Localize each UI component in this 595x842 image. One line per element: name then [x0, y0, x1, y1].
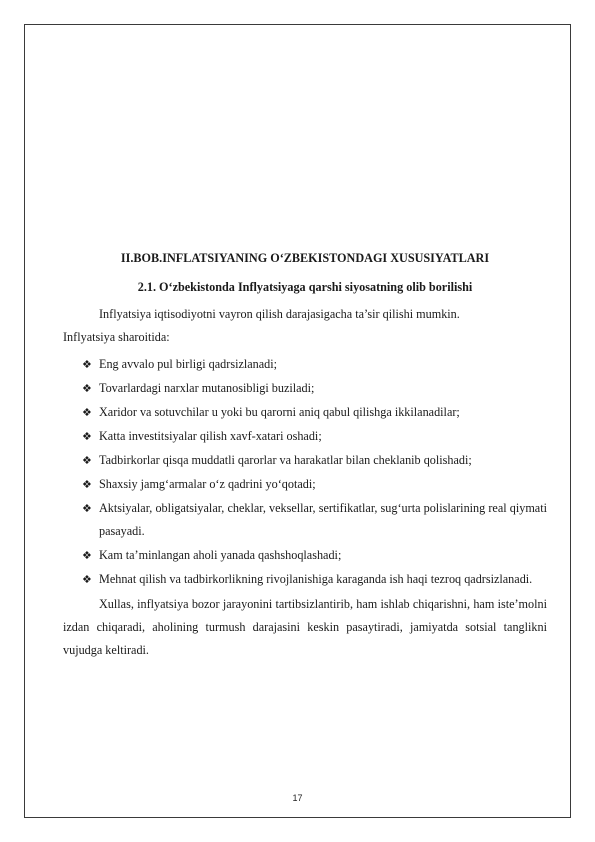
- list-item: [63, 568, 547, 591]
- list-item-text: Mehnat qilish va tadbirkorlikning rivojlanishiga karaganda ish haqi tezroq qadrsizlanadi.: [99, 572, 533, 586]
- condition-list: [63, 353, 547, 591]
- intro-paragraph: Inflyatsiya iqtisodiyotni vayron qilish darajasigacha ta’sir qilishi mumkin.: [99, 307, 460, 321]
- page-content: [63, 247, 547, 662]
- list-item: [63, 544, 547, 567]
- list-item-text: Xaridor va sotuvchilar u yoki bu qarorni aniq qabul qilishga ikkilanadilar;: [99, 405, 460, 419]
- list-item: [63, 449, 547, 472]
- list-item-text: Eng avvalo pul birligi qadrsizlanadi;: [99, 357, 278, 371]
- list-item-text: Katta investitsiyalar qilish xavf-xatari oshadi;: [99, 429, 322, 443]
- list-item-text: Tovarlardagi narxlar mutanosibligi buziladi;: [99, 381, 315, 395]
- conclusion-paragraph: Xullas, inflyatsiya bozor jarayonini tartibsizlantirib, ham ishlab chiqarishni, ham iste’molni izdan chiqaradi, aholining turmush darajasini keskin pasaytiradi, jamiyatda sotsial tanglikni vujudga keltiradi.: [63, 597, 547, 657]
- diamond-bullet-icon: ❖: [82, 549, 92, 562]
- list-item-text: Aktsiyalar, obligatsiyalar, cheklar, veksellar, sertifikatlar, sug‘urta polislarining real qiymati pasayadi.: [99, 501, 547, 538]
- diamond-bullet-icon: ❖: [82, 502, 92, 515]
- list-item-text: Shaxsiy jamg‘armalar o‘z qadrini yo‘qotadi;: [99, 477, 316, 491]
- diamond-bullet-icon: ❖: [82, 573, 92, 586]
- page-number: 17: [292, 793, 303, 803]
- diamond-bullet-icon: ❖: [82, 478, 92, 491]
- diamond-bullet-icon: ❖: [82, 406, 92, 419]
- list-item: [63, 473, 547, 496]
- list-item-text: Kam ta’minlangan aholi yanada qashshoqlashadi;: [99, 548, 342, 562]
- list-item: [63, 401, 547, 424]
- diamond-bullet-icon: ❖: [82, 382, 92, 395]
- list-item: [63, 425, 547, 448]
- list-item-text: Tadbirkorlar qisqa muddatli qarorlar va harakatlar bilan cheklanib qolishadi;: [99, 453, 472, 467]
- list-item: [63, 353, 547, 376]
- section-heading: 2.1. O‘zbekistonda Inflyatsiyaga qarshi siyosatning olib borilishi: [137, 280, 473, 294]
- conditions-label: Inflyatsiya sharoitida:: [63, 330, 170, 344]
- diamond-bullet-icon: ❖: [82, 358, 92, 371]
- chapter-heading: II.BOB.INFLATSIYANING O‘ZBEKISTONDAGI XUSUSIYATLARI: [120, 251, 490, 265]
- diamond-bullet-icon: ❖: [82, 430, 92, 443]
- list-item: [63, 497, 547, 543]
- list-item: [63, 377, 547, 400]
- diamond-bullet-icon: ❖: [82, 454, 92, 467]
